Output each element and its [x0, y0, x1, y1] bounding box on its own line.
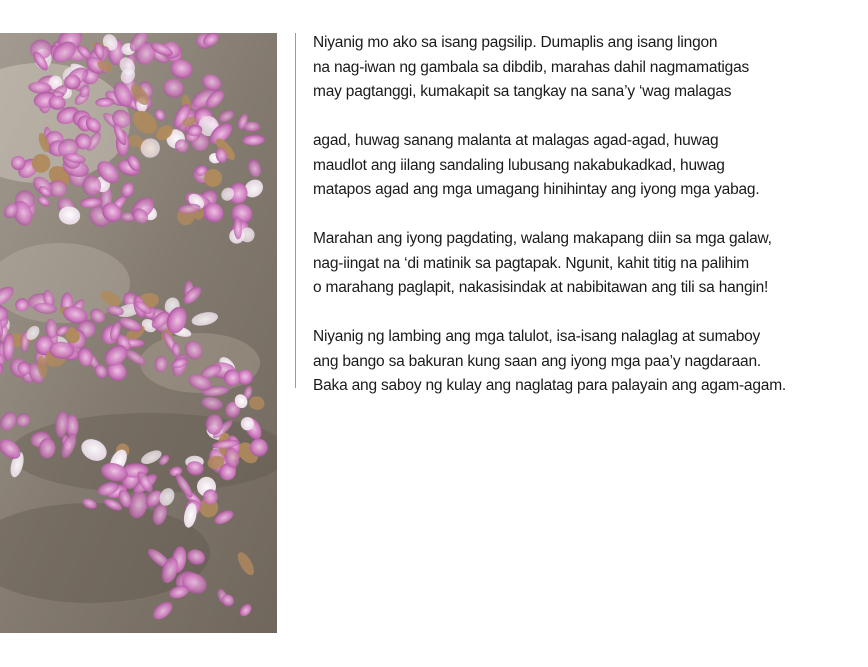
- vertical-divider: [295, 33, 296, 388]
- poem-line: agad, huwag sanang malanta at malagas agad-agad, huwag: [313, 132, 719, 149]
- poem-line: Baka ang saboy ng kulay ang naglatag para palayain ang agam-agam.: [313, 377, 787, 394]
- poem-line: nag-iingat na ‘di matinik sa pagtapak. Ngunit, kahit titig na palihim: [313, 254, 749, 272]
- stanza-3: [313, 227, 853, 301]
- petal: [204, 169, 222, 187]
- poem-line: o marahang paglapit, nakasisindak at nabibitawan ang tili sa hangin!: [313, 279, 769, 296]
- poem-line: Marahan ang iyong pagdating, walang makapang diin sa mga galaw,: [313, 230, 772, 247]
- poem-line: matapos agad ang mga umagang hinihintay ang iyong mga yabag.: [313, 181, 760, 198]
- poem: [313, 31, 853, 423]
- stanza-2: [313, 129, 853, 203]
- stanza-1: [313, 31, 853, 105]
- poem-line: may pagtanggi, kumakapit sa tangkay na sana’y ‘wag malagas: [313, 83, 732, 100]
- poem-line: Niyanig ng lambing ang mga talulot, isa-isang nalaglag at sumaboy: [313, 328, 761, 345]
- poem-line: Niyanig mo ako sa isang pagsilip. Dumaplis ang isang lingon: [313, 34, 718, 51]
- poem-line: na nag-iwan ng gambala sa dibdib, marahas dahil nagmamatigas: [313, 58, 750, 76]
- flower-petals-photo: [0, 33, 277, 633]
- stanza-4: [313, 325, 853, 399]
- petals-illustration: [0, 33, 277, 633]
- poem-line: maudlot ang iilang sandaling lubusang nakabukadkad, huwag: [313, 156, 725, 174]
- poem-line: ang bango sa bakuran kung saan ang iyong mga paa’y nagdaraan.: [313, 352, 761, 370]
